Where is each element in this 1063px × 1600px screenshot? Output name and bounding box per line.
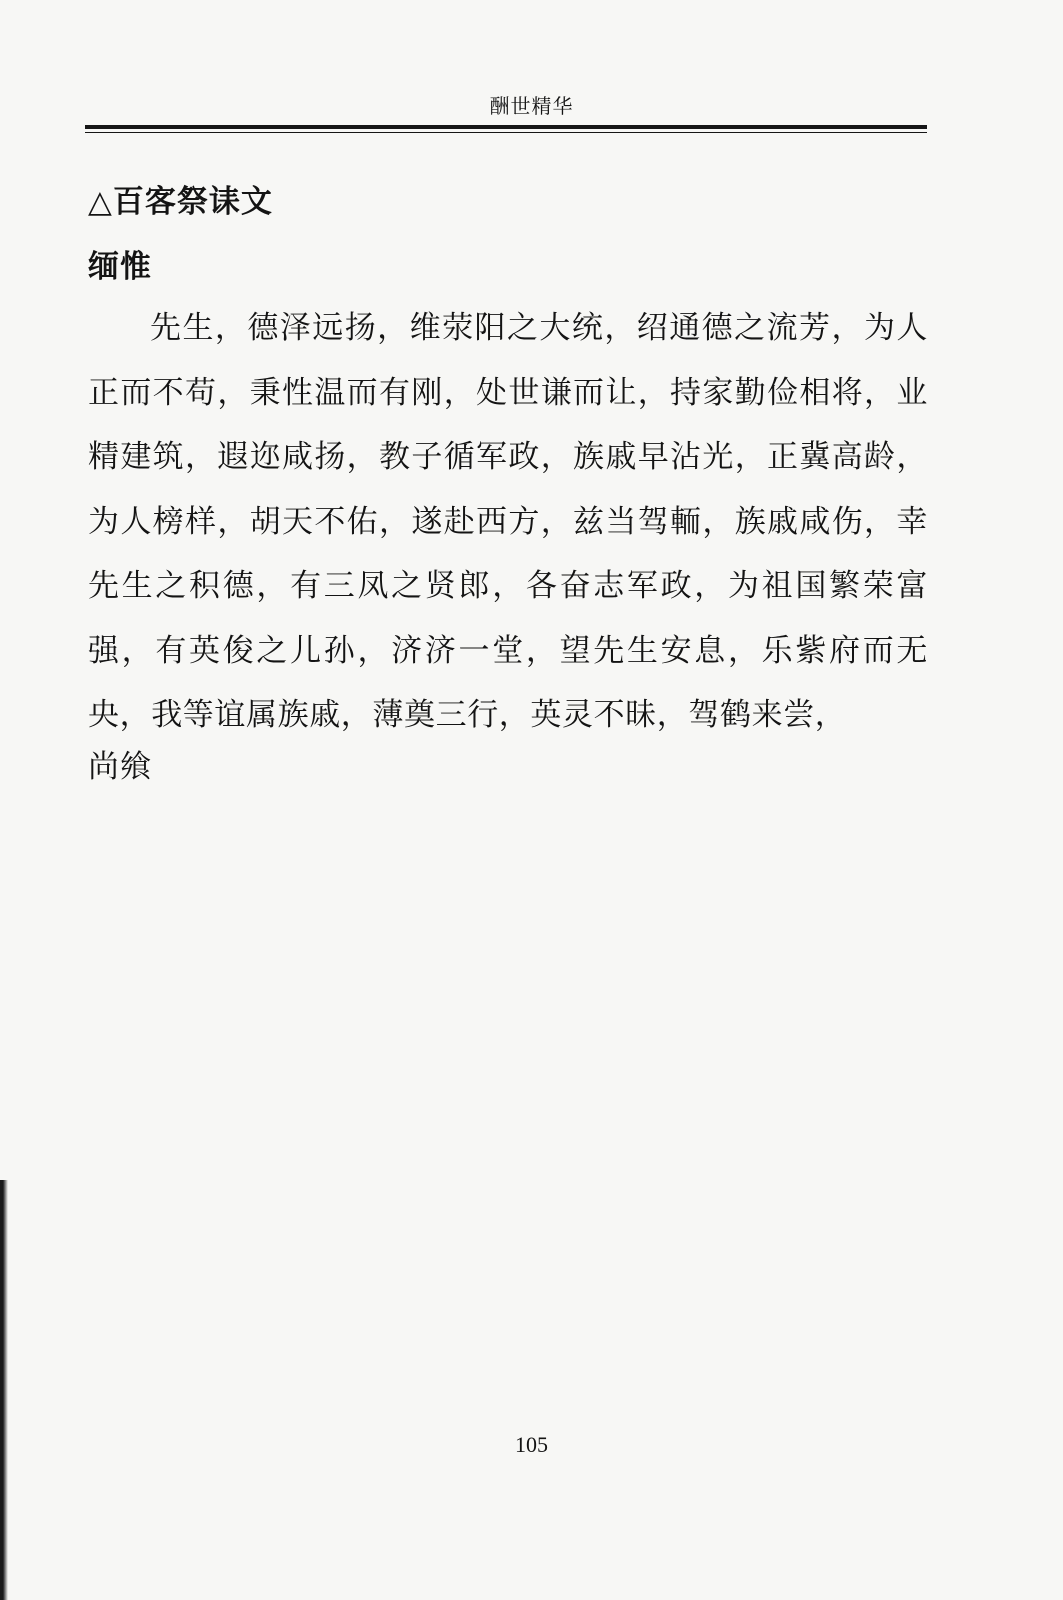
article-body: 先生，德泽远扬，维荥阳之大统，绍通德之流芳，为人正而不苟，秉性温而有刚，处世谦而让，持家勤俭相将，业精建筑，遐迩咸扬，教子循军政，族戚早沾光，正冀高龄，为人榜样，胡天不佑，遂赴西方，兹当驾輀，族戚咸伤，幸先生之积德，有三凤之贤郎，各奋志军政，为祖国繁荣富强，有英俊之儿孙，济济一堂，望先生安息，乐紫府而无央，我等谊属族戚，薄奠三行，英灵不昧，驾鹤来尝，: [88, 310, 928, 733]
header-rule-thick: [85, 125, 927, 129]
page-number: 105: [515, 1432, 548, 1457]
article-title: △百客祭诔文: [88, 184, 273, 220]
header-rule-thin: [85, 132, 927, 133]
article-closing: 尚飨: [88, 749, 152, 785]
article-subtitle: 缅惟: [88, 249, 152, 285]
scan-binding-shadow: [0, 1180, 8, 1600]
running-header-title: 酬世精华: [489, 94, 574, 118]
header-double-rule: [85, 125, 927, 135]
